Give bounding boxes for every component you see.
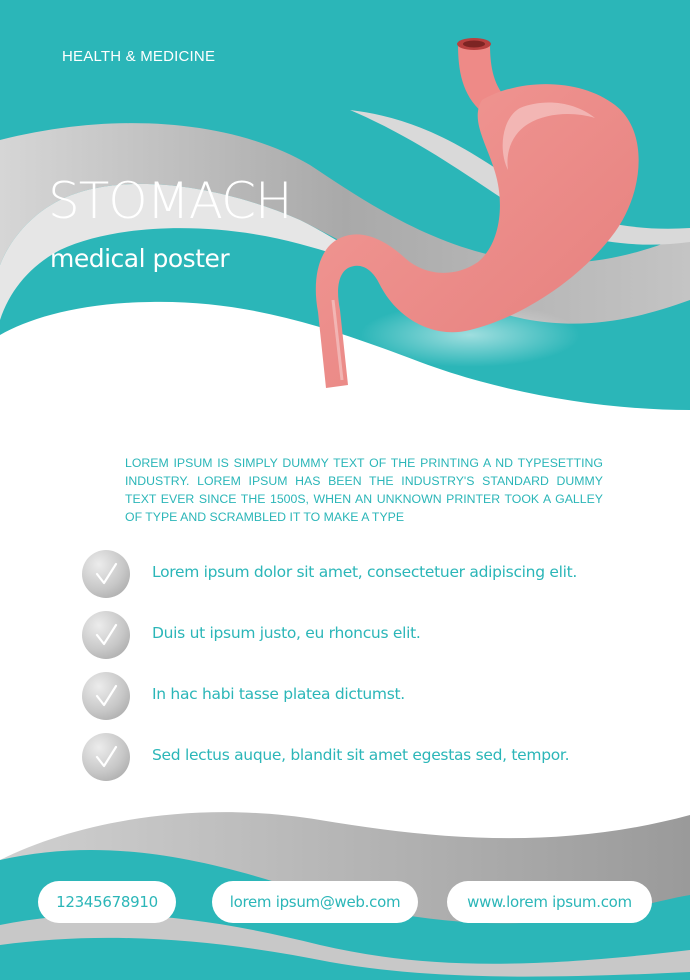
category-label: HEALTH & MEDICINE bbox=[62, 48, 216, 65]
stomach-icon bbox=[300, 30, 660, 400]
poster-subtitle: medical poster bbox=[50, 244, 230, 273]
benefit-item bbox=[82, 733, 662, 783]
benefit-text: In hac habi tasse platea dictumst. bbox=[152, 685, 405, 703]
email-pill: lorem ipsum@web.com bbox=[212, 881, 418, 923]
check-icon bbox=[82, 733, 130, 781]
check-icon bbox=[82, 611, 130, 659]
benefit-item bbox=[82, 611, 662, 661]
check-icon bbox=[82, 550, 130, 598]
poster-title: STOMACH bbox=[48, 172, 292, 230]
benefit-text: Duis ut ipsum justo, eu rhoncus elit. bbox=[152, 624, 421, 642]
phone-pill: 12345678910 bbox=[38, 881, 176, 923]
benefit-text: Lorem ipsum dolor sit amet, consectetuer adipiscing elit. bbox=[152, 563, 578, 581]
check-icon bbox=[82, 672, 130, 720]
benefit-item bbox=[82, 550, 662, 600]
benefit-text: Sed lectus auque, blandit sit amet egestas sed, tempor. bbox=[152, 746, 570, 764]
benefit-item bbox=[82, 672, 662, 722]
website-pill: www.lorem ipsum.com bbox=[447, 881, 652, 923]
intro-paragraph: LOREM IPSUM IS SIMPLY DUMMY TEXT OF THE PRINTING A ND TYPESETTING INDUSTRY. LOREM IPSUM HAS BEEN THE INDUSTRY'S STANDARD DUMMY TEXT EVER SINCE THE 1500S, WHEN AN UNKNOWN PRINTER TOOK A GALLEY OF TYPE AND SCRAMBLED IT TO MAKE A TYPE bbox=[125, 456, 603, 525]
